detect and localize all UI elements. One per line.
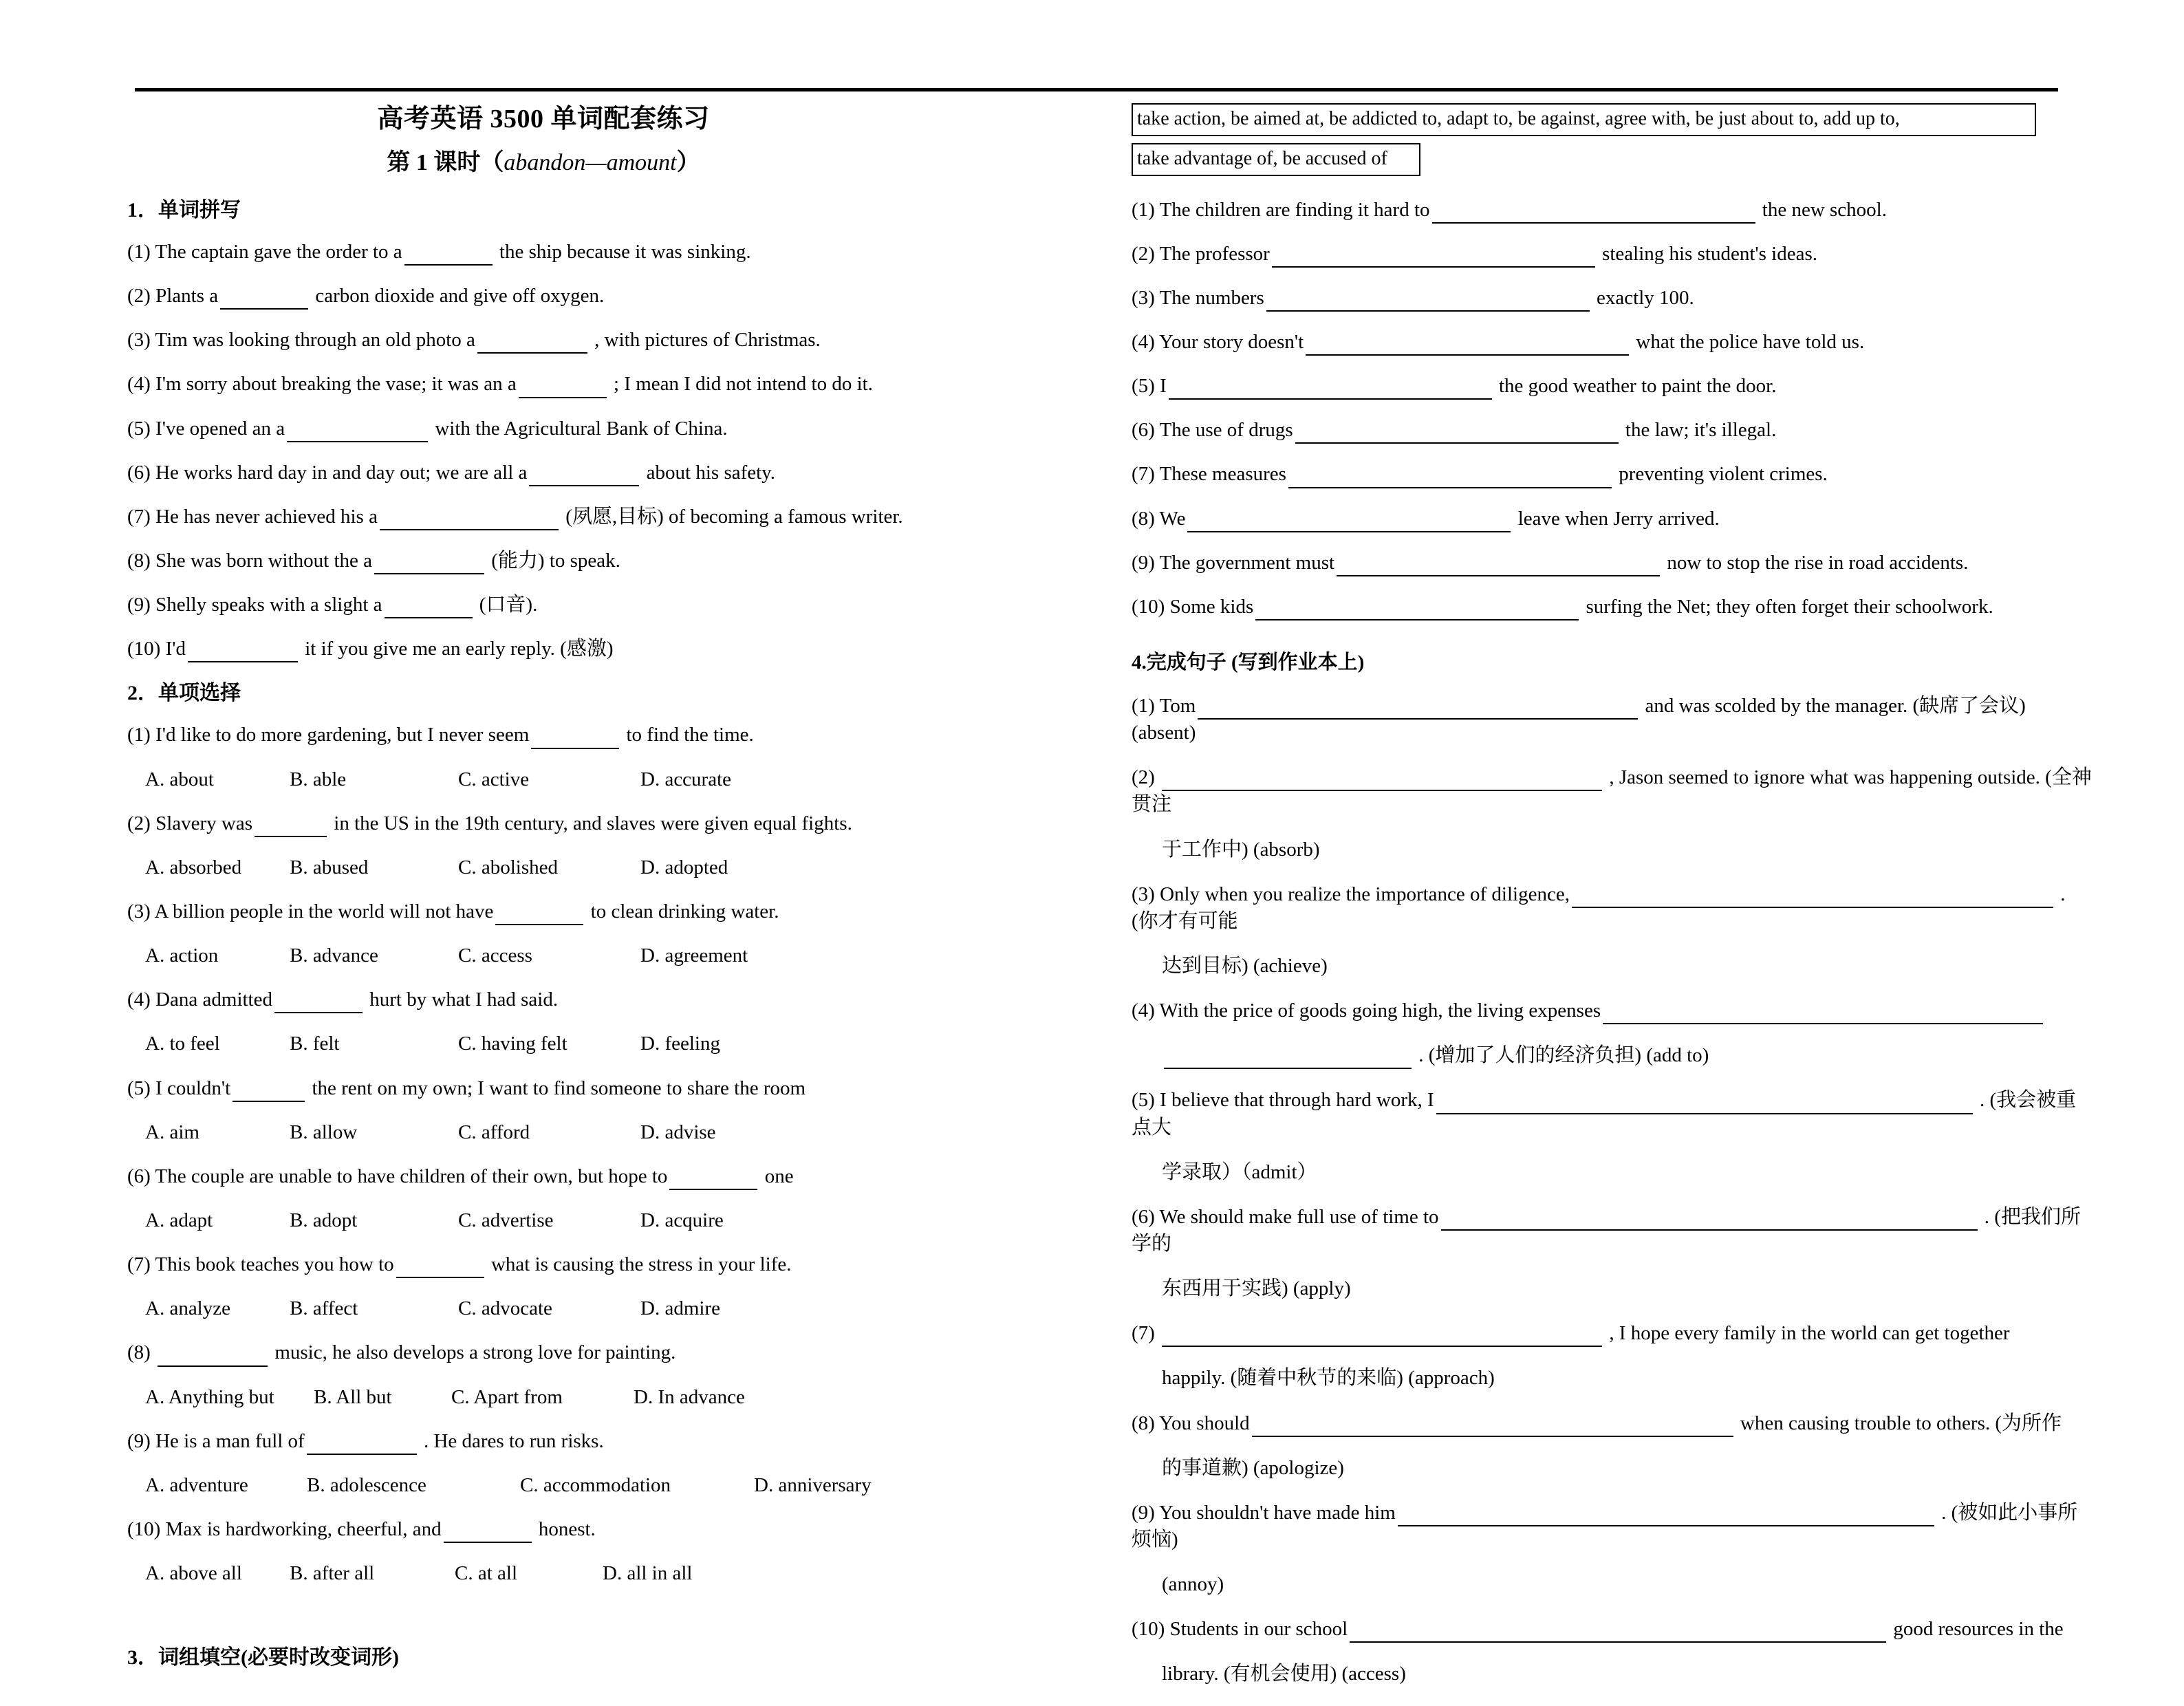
answer-blank[interactable] bbox=[404, 244, 493, 266]
item-number: (7) bbox=[127, 505, 156, 528]
item-number: (3) bbox=[1132, 286, 1160, 309]
item-text-before-blank: Max is hardworking, cheerful, and bbox=[165, 1518, 442, 1540]
answer-blank[interactable] bbox=[287, 420, 428, 442]
item-text-after-blank: . (把我们所学的 bbox=[1132, 1205, 2081, 1255]
translation-item-continuation: 的事道歉) (apologize) bbox=[1162, 1456, 1344, 1479]
item-number: (6) bbox=[127, 461, 156, 484]
option-choice[interactable]: A. Anything but bbox=[145, 1385, 274, 1408]
spelling-item bbox=[127, 592, 1090, 618]
option-row bbox=[127, 1472, 1090, 1499]
item-text-before-blank: The couple are unable to have children of their own, but hope to bbox=[155, 1165, 668, 1187]
item-text-before-blank: A billion people in the world will not have bbox=[154, 900, 494, 922]
phrase-fill-item bbox=[1132, 241, 2095, 268]
item-text-before-blank: Dana admitted bbox=[155, 989, 272, 1011]
phrase-fill-item bbox=[1132, 197, 2095, 224]
spelling-item bbox=[127, 460, 1090, 486]
spelling-item bbox=[127, 283, 1090, 310]
section-1-items bbox=[127, 239, 1090, 662]
answer-blank[interactable] bbox=[1198, 698, 1638, 720]
option-choice[interactable]: B. adolescence bbox=[307, 1473, 426, 1496]
item-text-before-blank: I'd bbox=[165, 638, 186, 660]
item-text-before-blank: The use of drugs bbox=[1159, 419, 1293, 442]
option-choice[interactable]: A. aim bbox=[145, 1121, 199, 1143]
item-text-before-blank: I bbox=[1160, 375, 1167, 398]
answer-blank[interactable] bbox=[380, 508, 559, 530]
item-number: (2) bbox=[127, 812, 156, 834]
answer-blank[interactable] bbox=[1162, 769, 1602, 791]
item-text-after-blank: . He dares to run risks. bbox=[418, 1429, 604, 1452]
mcq-item bbox=[127, 1428, 1090, 1455]
translation-item-continuation: 达到目标) (achieve) bbox=[1162, 954, 1328, 977]
option-row bbox=[127, 1295, 1090, 1322]
option-choice[interactable]: D. admire bbox=[640, 1297, 720, 1320]
item-number: (6) bbox=[1132, 419, 1160, 442]
translation-item bbox=[1132, 1616, 2095, 1643]
item-text-after-blank: leave when Jerry arrived. bbox=[1513, 507, 1720, 530]
option-choice[interactable]: C. accommodation bbox=[520, 1473, 671, 1496]
item-text-after-blank: carbon dioxide and give off oxygen. bbox=[310, 285, 605, 307]
section-2-items bbox=[127, 722, 1090, 1587]
spelling-item bbox=[127, 239, 1090, 266]
item-text-after-blank: (能力) to speak. bbox=[486, 549, 620, 572]
option-choice[interactable]: B. after all bbox=[290, 1562, 375, 1585]
translation-item-continuation: happily. (随着中秋节的来临) (approach) bbox=[1162, 1367, 1495, 1390]
item-text-after-blank: one bbox=[759, 1165, 794, 1187]
mcq-item bbox=[127, 1251, 1090, 1278]
option-choice[interactable]: D. all in all bbox=[603, 1562, 693, 1585]
answer-blank[interactable] bbox=[1295, 422, 1619, 444]
item-text-before-blank: Students in our school bbox=[1169, 1618, 1348, 1641]
item-text-before-blank: He is a man full of bbox=[155, 1429, 305, 1452]
mcq-item bbox=[127, 986, 1090, 1013]
phrase-fill-item bbox=[1132, 506, 2095, 532]
mcq-item bbox=[127, 1339, 1090, 1366]
option-choice[interactable]: B. abused bbox=[290, 856, 369, 878]
option-choice[interactable]: A. about bbox=[145, 768, 214, 790]
translation-item bbox=[1132, 881, 2095, 935]
item-text-after-blank: hurt by what I had said. bbox=[365, 989, 559, 1011]
answer-blank[interactable] bbox=[1306, 334, 1629, 356]
translation-item bbox=[1132, 1500, 2095, 1553]
phrase-bank-line-1: take action, be aimed at, be addicted to, adapt to, be against, agree with, be just about to, add up to, bbox=[1132, 103, 2036, 136]
mcq-item bbox=[127, 1516, 1090, 1543]
translation-item bbox=[1132, 997, 2095, 1024]
item-hint-text: . (增加了人们的经济负担) (add to) bbox=[1414, 1044, 1709, 1067]
spelling-item bbox=[127, 327, 1090, 354]
right-column bbox=[1132, 103, 2095, 1706]
option-row bbox=[127, 1560, 1090, 1587]
item-number: (6) bbox=[1132, 1205, 1160, 1228]
item-number: (1) bbox=[127, 241, 155, 263]
answer-blank[interactable] bbox=[274, 991, 363, 1013]
option-choice[interactable]: B. able bbox=[290, 768, 347, 790]
item-number: (9) bbox=[1132, 1501, 1159, 1524]
item-number: (7) bbox=[1132, 1322, 1160, 1345]
item-number: (10) bbox=[1132, 595, 1170, 618]
item-text-after-blank: to clean drinking water. bbox=[585, 900, 779, 922]
option-row bbox=[127, 1030, 1090, 1057]
item-text-after-blank: . (被如此小事所烦恼) bbox=[1132, 1501, 2078, 1551]
item-number: (8) bbox=[1132, 1412, 1159, 1434]
option-choice[interactable]: B. adopt bbox=[290, 1209, 358, 1231]
item-text-after-blank: in the US in the 19th century, and slaves were given equal fights. bbox=[329, 812, 852, 834]
item-text-after-blank: , I hope every family in the world can get together bbox=[1604, 1322, 2010, 1345]
spelling-item bbox=[127, 371, 1090, 398]
translation-item bbox=[1132, 1087, 2095, 1141]
option-choice[interactable]: C. at all bbox=[455, 1562, 518, 1585]
answer-blank[interactable] bbox=[1272, 245, 1595, 267]
section-2-heading: 2．单项选择 bbox=[127, 682, 241, 705]
answer-blank[interactable] bbox=[1337, 554, 1660, 576]
item-text-before-blank: Shelly speaks with a slight a bbox=[155, 594, 382, 616]
translation-item bbox=[1132, 1320, 2095, 1347]
item-text-before-blank: The captain gave the order to a bbox=[155, 241, 402, 263]
option-choice[interactable]: C. advertise bbox=[458, 1209, 554, 1231]
option-choice[interactable]: D. acquire bbox=[640, 1209, 724, 1231]
item-text-before-blank: This book teaches you how to bbox=[155, 1253, 394, 1276]
mcq-item bbox=[127, 722, 1090, 748]
item-text-before-blank: You should bbox=[1159, 1412, 1250, 1434]
item-number: (1) bbox=[1132, 198, 1160, 221]
section-1-heading: 1．单词拼写 bbox=[127, 199, 241, 222]
section-3-items bbox=[1132, 197, 2095, 620]
answer-blank[interactable] bbox=[374, 552, 484, 574]
item-text-before-blank: With the price of goods going high, the living expenses bbox=[1159, 1000, 1601, 1022]
option-choice[interactable]: A. analyze bbox=[145, 1297, 230, 1320]
answer-blank[interactable] bbox=[531, 726, 619, 748]
answer-blank[interactable] bbox=[1603, 1002, 2043, 1024]
translation-item-continuation: 学录取）（admit） bbox=[1162, 1160, 1317, 1183]
item-text-after-blank: the ship because it was sinking. bbox=[494, 241, 751, 263]
item-number: (6) bbox=[127, 1165, 155, 1187]
translation-item-continuation: (annoy) bbox=[1162, 1573, 1224, 1596]
translation-item bbox=[1132, 764, 2095, 818]
option-choice[interactable]: D. anniversary bbox=[754, 1473, 872, 1496]
answer-blank[interactable] bbox=[307, 1432, 417, 1454]
item-number: (10) bbox=[127, 638, 166, 660]
section-3-heading: 3．词组填空(必要时改变词形) bbox=[127, 1646, 399, 1670]
item-text-after-blank: about his safety. bbox=[641, 461, 776, 484]
answer-blank[interactable] bbox=[385, 596, 473, 618]
item-text-before-blank: Tom bbox=[1159, 695, 1196, 717]
item-text-after-blank: now to stop the rise in road accidents. bbox=[1662, 551, 1969, 574]
option-row bbox=[127, 1207, 1090, 1234]
item-text-after-blank: . (你才有可能 bbox=[1132, 883, 2066, 932]
item-number: (8) bbox=[127, 549, 156, 572]
spelling-item bbox=[127, 504, 1090, 530]
item-text-before-blank: The professor bbox=[1159, 242, 1270, 265]
option-choice[interactable]: B. advance bbox=[290, 944, 378, 967]
item-text-before-blank: The government must bbox=[1159, 551, 1335, 574]
item-text-before-blank: We bbox=[1159, 507, 1186, 530]
item-number: (3) bbox=[127, 329, 155, 352]
answer-blank[interactable] bbox=[396, 1256, 484, 1278]
phrase-bank-line-2: take advantage of, be accused of bbox=[1132, 143, 1420, 176]
answer-blank[interactable] bbox=[1398, 1504, 1934, 1526]
option-choice[interactable]: B. allow bbox=[290, 1121, 358, 1143]
answer-blank[interactable] bbox=[529, 464, 639, 486]
item-number: (3) bbox=[1132, 883, 1160, 905]
option-choice[interactable]: D. adopted bbox=[640, 856, 728, 878]
option-choice[interactable]: A. above all bbox=[145, 1562, 242, 1585]
item-text-after-blank: , Jason seemed to ignore what was happening outside. (全神贯注 bbox=[1132, 766, 2092, 816]
item-text-after-blank: . (我会被重点大 bbox=[1132, 1089, 2077, 1138]
answer-blank[interactable] bbox=[158, 1344, 268, 1366]
left-column bbox=[127, 103, 1097, 1686]
item-number: (9) bbox=[127, 1429, 156, 1452]
item-text-after-blank: stealing his student's ideas. bbox=[1597, 242, 1817, 265]
option-row bbox=[127, 1119, 1090, 1146]
option-row bbox=[127, 1384, 1090, 1411]
item-text-after-blank: what is causing the stress in your life. bbox=[486, 1253, 792, 1276]
answer-blank[interactable] bbox=[1441, 1209, 1978, 1231]
option-choice[interactable]: C. advocate bbox=[458, 1297, 552, 1320]
item-number: (3) bbox=[127, 900, 155, 922]
answer-blank[interactable] bbox=[1266, 290, 1590, 312]
item-number: (2) bbox=[1132, 766, 1160, 789]
option-choice[interactable]: C. Apart from bbox=[451, 1385, 563, 1408]
item-text-after-blank: with the Agricultural Bank of China. bbox=[430, 417, 728, 440]
answer-blank[interactable] bbox=[1350, 1621, 1886, 1643]
item-text-before-blank: Plants a bbox=[155, 285, 219, 307]
item-text-before-blank: Some kids bbox=[1169, 595, 1254, 618]
item-text-before-blank: We should make full use of time to bbox=[1159, 1205, 1439, 1228]
subtitle-prefix: 第 1 课时（ bbox=[387, 149, 504, 175]
phrase-fill-item bbox=[1132, 550, 2095, 576]
item-number: (10) bbox=[1132, 1618, 1170, 1641]
item-text-after-blank: to find the time. bbox=[621, 724, 754, 746]
item-text-after-blank: what the police have told us. bbox=[1631, 331, 1865, 354]
item-number: (5) bbox=[1132, 375, 1160, 398]
answer-blank[interactable] bbox=[220, 288, 308, 310]
item-text-before-blank: The numbers bbox=[1159, 286, 1264, 309]
item-text-after-blank: good resources in the bbox=[1888, 1618, 2064, 1641]
option-choice[interactable]: A. absorbed bbox=[145, 856, 242, 878]
answer-blank[interactable] bbox=[1187, 510, 1511, 532]
answer-blank[interactable] bbox=[1436, 1092, 1973, 1114]
phrase-fill-item bbox=[1132, 594, 2095, 620]
item-number: (9) bbox=[127, 594, 156, 616]
option-choice[interactable]: C. active bbox=[458, 768, 530, 790]
item-number: (4) bbox=[1132, 1000, 1160, 1022]
item-number: (5) bbox=[127, 1077, 156, 1099]
answer-blank[interactable] bbox=[1252, 1414, 1733, 1436]
item-number: (4) bbox=[127, 989, 156, 1011]
section-4-heading: 4.完成句子 (写到作业本上) bbox=[1132, 651, 1365, 673]
item-text-before-blank: He has never achieved his a bbox=[155, 505, 378, 528]
item-number: (9) bbox=[1132, 551, 1160, 574]
item-text-after-blank: music, he also develops a strong love for painting. bbox=[270, 1341, 676, 1364]
spelling-item bbox=[127, 415, 1090, 442]
option-choice[interactable]: D. In advance bbox=[634, 1385, 745, 1408]
item-text-after-blank: the rent on my own; I want to find someone to share the room bbox=[307, 1077, 806, 1099]
item-text-after-blank: it if you give me an early reply. (感激) bbox=[299, 638, 614, 660]
item-text-before-blank: Only when you realize the importance of diligence, bbox=[1160, 883, 1570, 905]
option-row bbox=[127, 854, 1090, 881]
option-row bbox=[127, 766, 1090, 793]
subtitle-suffix: ） bbox=[676, 149, 700, 175]
option-choice[interactable]: B. All but bbox=[314, 1385, 392, 1408]
item-number: (1) bbox=[1132, 695, 1160, 717]
item-text-before-blank: He works hard day in and day out; we are all a bbox=[155, 461, 528, 484]
item-text-before-blank: I've opened an a bbox=[155, 417, 285, 440]
item-text-after-blank: ; I mean I did not intend to do it. bbox=[608, 373, 873, 396]
option-choice[interactable]: D. agreement bbox=[640, 944, 748, 967]
item-text-before-blank: I'd like to do more gardening, but I never seem bbox=[155, 724, 530, 746]
item-number: (8) bbox=[1132, 507, 1160, 530]
item-text-after-blank: the new school. bbox=[1757, 198, 1887, 221]
answer-blank[interactable] bbox=[444, 1521, 532, 1543]
option-choice[interactable]: C. abolished bbox=[458, 856, 558, 878]
answer-blank[interactable] bbox=[1162, 1325, 1602, 1347]
item-text-before-blank: I'm sorry about breaking the vase; it was an a bbox=[155, 373, 517, 396]
item-text-before-blank: She was born without the a bbox=[155, 549, 372, 572]
item-text-after-blank: when causing trouble to others. (为所作 bbox=[1735, 1412, 2062, 1434]
option-choice[interactable]: D. feeling bbox=[640, 1033, 720, 1055]
option-choice[interactable]: C. afford bbox=[458, 1121, 530, 1143]
option-choice[interactable]: A. adventure bbox=[145, 1473, 248, 1496]
option-choice[interactable]: C. having felt bbox=[458, 1033, 567, 1055]
item-number: (1) bbox=[127, 724, 156, 746]
answer-blank[interactable] bbox=[495, 903, 583, 925]
item-number: (7) bbox=[127, 1253, 155, 1276]
answer-blank[interactable] bbox=[1572, 885, 2053, 907]
option-choice[interactable]: A. adapt bbox=[145, 1209, 213, 1231]
item-text-after-blank: the good weather to paint the door. bbox=[1493, 375, 1777, 398]
translation-item bbox=[1132, 1410, 2095, 1437]
translation-item bbox=[1132, 1204, 2095, 1257]
two-column-body bbox=[0, 103, 2184, 1706]
header-rule bbox=[135, 88, 2058, 91]
answer-blank[interactable] bbox=[233, 1079, 305, 1101]
lesson-subtitle bbox=[127, 149, 1090, 178]
option-choice[interactable]: D. accurate bbox=[640, 768, 732, 790]
translation-item-continuation: 东西用于实践) (apply) bbox=[1162, 1277, 1351, 1300]
item-number: (5) bbox=[1132, 1089, 1160, 1112]
option-choice[interactable]: D. advise bbox=[640, 1121, 716, 1143]
phrase-fill-item bbox=[1132, 461, 2095, 488]
subtitle-word-range: abandon—amount bbox=[504, 149, 677, 175]
item-text-before-blank: You shouldn't have made him bbox=[1159, 1501, 1396, 1524]
mcq-item bbox=[127, 1163, 1090, 1190]
item-text-before-blank: These measures bbox=[1159, 463, 1286, 486]
translation-item-continuation: 于工作中) (absorb) bbox=[1162, 838, 1320, 861]
answer-blank[interactable] bbox=[1164, 1047, 1412, 1069]
option-choice[interactable]: A. to feel bbox=[145, 1033, 220, 1055]
translation-item bbox=[1132, 693, 2095, 746]
mcq-item bbox=[127, 1075, 1090, 1102]
page-title: 高考英语 3500 单词配套练习 bbox=[377, 105, 710, 133]
item-text-after-blank: preventing violent crimes. bbox=[1613, 463, 1828, 486]
phrase-fill-item bbox=[1132, 417, 2095, 444]
answer-blank[interactable] bbox=[1432, 201, 1755, 223]
item-number: (8) bbox=[127, 1341, 156, 1364]
phrase-fill-item bbox=[1132, 373, 2095, 400]
item-text-after-blank: , with pictures of Christmas. bbox=[589, 329, 821, 352]
option-choice[interactable]: A. action bbox=[145, 944, 219, 967]
item-text-before-blank: The children are finding it hard to bbox=[1159, 198, 1430, 221]
option-choice[interactable]: B. felt bbox=[290, 1033, 340, 1055]
item-text-after-blank: honest. bbox=[533, 1518, 596, 1540]
answer-blank[interactable] bbox=[1169, 378, 1492, 400]
mcq-item bbox=[127, 810, 1090, 837]
answer-blank[interactable] bbox=[1288, 466, 1612, 488]
item-number: (2) bbox=[127, 285, 156, 307]
spelling-item bbox=[127, 636, 1090, 662]
mcq-item bbox=[127, 898, 1090, 925]
item-text-before-blank: Slavery was bbox=[155, 812, 253, 834]
section-4-items bbox=[1132, 693, 2095, 1688]
phrase-fill-item bbox=[1132, 329, 2095, 356]
option-choice[interactable]: C. access bbox=[458, 944, 532, 967]
translation-item-continuation bbox=[1132, 1042, 2095, 1069]
item-number: (4) bbox=[1132, 331, 1159, 354]
item-text-before-blank: Your story doesn't bbox=[1159, 331, 1304, 354]
item-number: (4) bbox=[127, 373, 156, 396]
item-number: (10) bbox=[127, 1518, 166, 1540]
option-choice[interactable]: B. affect bbox=[290, 1297, 358, 1320]
item-number: (2) bbox=[1132, 242, 1160, 265]
item-text-after-blank: exactly 100. bbox=[1591, 286, 1694, 309]
item-text-after-blank: (口音). bbox=[474, 594, 538, 616]
answer-blank[interactable] bbox=[188, 640, 298, 662]
item-text-before-blank: I couldn't bbox=[155, 1077, 231, 1099]
item-text-before-blank: I believe that through hard work, I bbox=[1160, 1089, 1434, 1112]
item-text-before-blank: Tim was looking through an old photo a bbox=[155, 329, 475, 352]
item-text-after-blank: surfing the Net; they often forget their schoolwork. bbox=[1581, 595, 1993, 618]
item-text-after-blank: (夙愿,目标) of becoming a famous writer. bbox=[560, 505, 903, 528]
item-text-after-blank: and was scolded by the manager. (缺席了会议) (absent) bbox=[1132, 695, 2026, 744]
answer-blank[interactable] bbox=[477, 332, 587, 354]
option-row bbox=[127, 942, 1090, 969]
item-number: (5) bbox=[127, 417, 156, 440]
spelling-item bbox=[127, 548, 1090, 574]
translation-item-continuation: library. (有机会使用) (access) bbox=[1162, 1663, 1406, 1685]
item-text-after-blank: the law; it's illegal. bbox=[1620, 419, 1777, 442]
answer-blank[interactable] bbox=[1255, 598, 1579, 620]
phrase-fill-item bbox=[1132, 285, 2095, 312]
answer-blank[interactable] bbox=[519, 376, 607, 398]
item-number: (7) bbox=[1132, 463, 1160, 486]
answer-blank[interactable] bbox=[255, 814, 327, 836]
answer-blank[interactable] bbox=[669, 1168, 757, 1190]
